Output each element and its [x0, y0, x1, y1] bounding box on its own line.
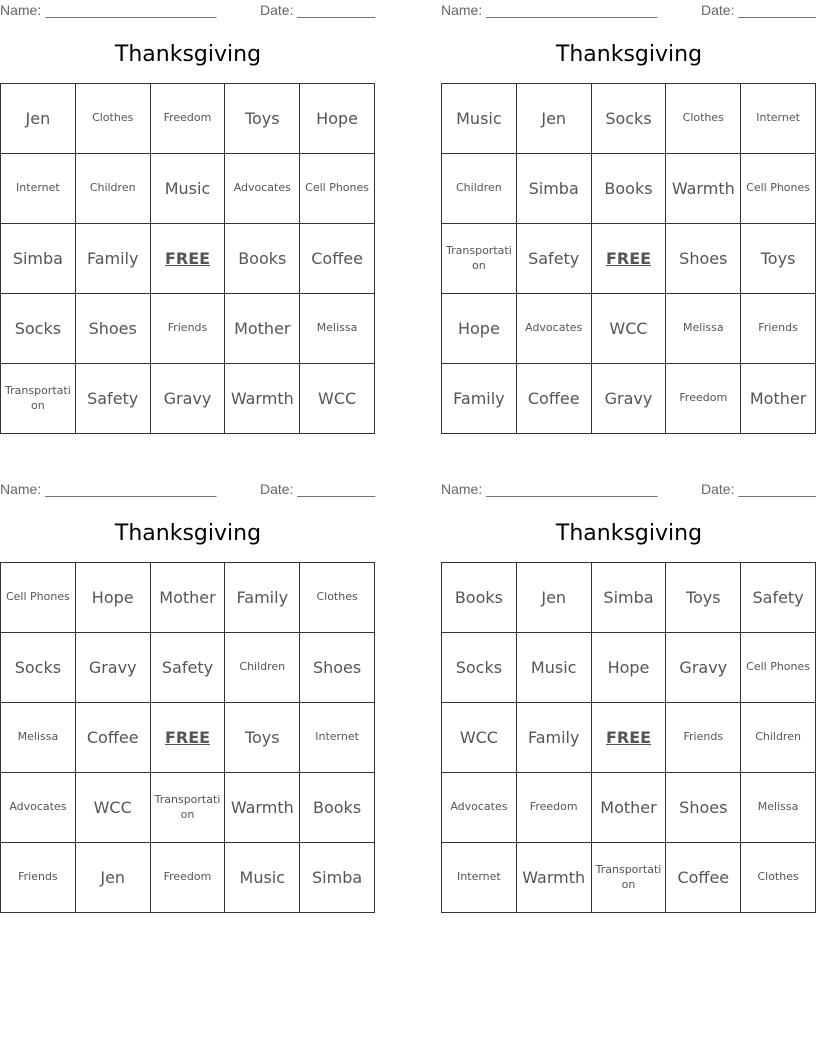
- bingo-cell: Friends: [151, 294, 226, 364]
- bingo-cell: WCC: [592, 294, 667, 364]
- bingo-cell: Shoes: [666, 224, 741, 294]
- bingo-cell: Coffee: [517, 364, 592, 434]
- bingo-grid: [0, 83, 375, 434]
- name-field: Name: ______________________: [441, 481, 658, 497]
- bingo-cell: Shoes: [76, 294, 151, 364]
- bingo-cell: Warmth: [517, 843, 592, 913]
- bingo-cell: Freedom: [151, 843, 226, 913]
- bingo-card-1: [0, 0, 376, 440]
- bingo-cell: Jen: [517, 84, 592, 154]
- bingo-cell: Cell Phones: [1, 563, 76, 633]
- bingo-cell: Safety: [76, 364, 151, 434]
- bingo-cell: Internet: [442, 843, 517, 913]
- bingo-cell: Freedom: [517, 773, 592, 843]
- bingo-cell: Shoes: [300, 633, 375, 703]
- name-field: Name: ______________________: [0, 2, 217, 18]
- bingo-cell: Jen: [1, 84, 76, 154]
- card-header: [441, 481, 816, 499]
- bingo-cell: Books: [442, 563, 517, 633]
- bingo-cell: Children: [442, 154, 517, 224]
- bingo-cell: Transportation: [442, 224, 517, 294]
- bingo-cell: Socks: [592, 84, 667, 154]
- bingo-cell: Socks: [1, 633, 76, 703]
- bingo-card-2: [441, 0, 816, 440]
- free-space-cell: FREE: [592, 703, 667, 773]
- bingo-cell: Warmth: [666, 154, 741, 224]
- bingo-cell: Books: [592, 154, 667, 224]
- bingo-cell: Melissa: [741, 773, 816, 843]
- card-title: Thanksgiving: [114, 42, 262, 67]
- bingo-cell: Jen: [517, 563, 592, 633]
- bingo-cell: Simba: [1, 224, 76, 294]
- bingo-cell: Internet: [300, 703, 375, 773]
- bingo-cell: Mother: [225, 294, 300, 364]
- card-title: Thanksgiving: [555, 42, 703, 67]
- bingo-cell: Clothes: [300, 563, 375, 633]
- bingo-cell: Advocates: [442, 773, 517, 843]
- bingo-cell: Clothes: [76, 84, 151, 154]
- bingo-cell: Music: [517, 633, 592, 703]
- bingo-cell: Cell Phones: [741, 154, 816, 224]
- bingo-cell: Socks: [442, 633, 517, 703]
- bingo-card-4: [441, 479, 816, 919]
- bingo-cell: Clothes: [666, 84, 741, 154]
- bingo-cell: Melissa: [300, 294, 375, 364]
- name-field: Name: ______________________: [0, 481, 217, 497]
- bingo-grid: [0, 562, 375, 913]
- bingo-cell: Gravy: [151, 364, 226, 434]
- bingo-cell: Books: [300, 773, 375, 843]
- bingo-cell: Gravy: [76, 633, 151, 703]
- bingo-cell: Simba: [517, 154, 592, 224]
- bingo-cell: Family: [76, 224, 151, 294]
- bingo-cell: Clothes: [741, 843, 816, 913]
- bingo-cell: Transportation: [1, 364, 76, 434]
- card-title: Thanksgiving: [555, 521, 703, 546]
- bingo-cell: Internet: [741, 84, 816, 154]
- bingo-cell: Children: [741, 703, 816, 773]
- name-field: Name: ______________________: [441, 2, 658, 18]
- bingo-cell: Family: [442, 364, 517, 434]
- bingo-cell: Transportation: [151, 773, 226, 843]
- bingo-cell: Freedom: [151, 84, 226, 154]
- bingo-cell: Hope: [300, 84, 375, 154]
- bingo-cell: Coffee: [76, 703, 151, 773]
- free-space-cell: FREE: [151, 224, 226, 294]
- bingo-cell: Books: [225, 224, 300, 294]
- bingo-cell: Cell Phones: [741, 633, 816, 703]
- free-space-cell: FREE: [592, 224, 667, 294]
- bingo-cell: Music: [442, 84, 517, 154]
- card-title: Thanksgiving: [114, 521, 262, 546]
- bingo-cell: Melissa: [666, 294, 741, 364]
- bingo-cell: Friends: [1, 843, 76, 913]
- bingo-cell: Advocates: [225, 154, 300, 224]
- bingo-cell: Coffee: [300, 224, 375, 294]
- bingo-cell: Friends: [741, 294, 816, 364]
- bingo-cell: Transportation: [592, 843, 667, 913]
- bingo-cell: Family: [225, 563, 300, 633]
- free-space-cell: FREE: [151, 703, 226, 773]
- bingo-cell: Safety: [151, 633, 226, 703]
- bingo-cell: Gravy: [666, 633, 741, 703]
- bingo-cell: Safety: [517, 224, 592, 294]
- date-field: Date: __________: [260, 2, 376, 18]
- bingo-cell: Warmth: [225, 364, 300, 434]
- bingo-cell: Toys: [225, 84, 300, 154]
- bingo-cell: WCC: [442, 703, 517, 773]
- bingo-cell: Safety: [741, 563, 816, 633]
- bingo-cell: Shoes: [666, 773, 741, 843]
- bingo-cell: Toys: [666, 563, 741, 633]
- bingo-cell: Advocates: [1, 773, 76, 843]
- bingo-cell: Coffee: [666, 843, 741, 913]
- bingo-cell: Socks: [1, 294, 76, 364]
- bingo-cell: Children: [76, 154, 151, 224]
- bingo-cell: Toys: [225, 703, 300, 773]
- bingo-cell: Mother: [741, 364, 816, 434]
- bingo-cell: Music: [151, 154, 226, 224]
- bingo-cell: WCC: [76, 773, 151, 843]
- date-field: Date: __________: [701, 481, 816, 497]
- bingo-cell: Melissa: [1, 703, 76, 773]
- card-header: [441, 2, 816, 20]
- bingo-cell: WCC: [300, 364, 375, 434]
- bingo-cell: Gravy: [592, 364, 667, 434]
- bingo-cell: Music: [225, 843, 300, 913]
- bingo-cell: Warmth: [225, 773, 300, 843]
- bingo-cell: Cell Phones: [300, 154, 375, 224]
- bingo-cell: Family: [517, 703, 592, 773]
- bingo-cell: Hope: [76, 563, 151, 633]
- bingo-cell: Jen: [76, 843, 151, 913]
- card-header: [0, 481, 376, 499]
- bingo-cell: Hope: [592, 633, 667, 703]
- bingo-cell: Mother: [151, 563, 226, 633]
- bingo-cell: Friends: [666, 703, 741, 773]
- bingo-cell: Simba: [592, 563, 667, 633]
- date-field: Date: __________: [701, 2, 816, 18]
- card-header: [0, 2, 376, 20]
- bingo-cell: Hope: [442, 294, 517, 364]
- bingo-cell: Simba: [300, 843, 375, 913]
- date-field: Date: __________: [260, 481, 376, 497]
- bingo-cell: Children: [225, 633, 300, 703]
- bingo-grid: [441, 83, 816, 434]
- bingo-cell: Internet: [1, 154, 76, 224]
- bingo-grid: [441, 562, 816, 913]
- bingo-cell: Toys: [741, 224, 816, 294]
- bingo-card-3: [0, 479, 376, 919]
- bingo-cell: Advocates: [517, 294, 592, 364]
- bingo-cell: Freedom: [666, 364, 741, 434]
- bingo-cell: Mother: [592, 773, 667, 843]
